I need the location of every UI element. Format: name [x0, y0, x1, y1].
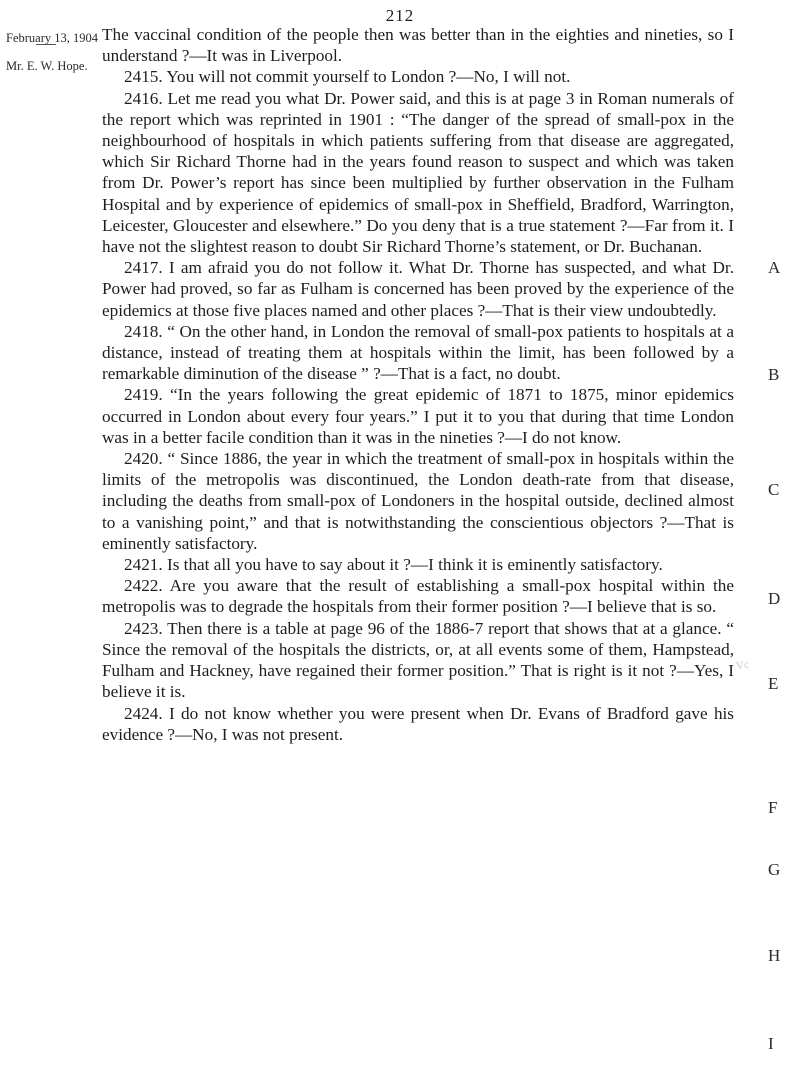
line-letter-a: A	[768, 258, 781, 277]
paragraph: 2420. “ Since 1886, the year in which the treatment of small-pox in hospitals within the limits of the metropolis was discontinued, the London death-rate from that disease, including the deaths from small-pox of Londoners in the hospital outside, declined almost to a vanishing point,” and that is notwithstanding the conscientious objectors ?—That is eminently satisfactory.	[102, 449, 734, 553]
line-letter-g: G	[768, 860, 781, 879]
line-letter-h: H	[768, 946, 781, 965]
line-letter-b: B	[768, 365, 780, 384]
page-stain: Vc	[735, 658, 750, 673]
paragraph: 2424. I do not know whether you were present when Dr. Evans of Bradford gave his evidence ?—No, I was not present.	[102, 703, 734, 744]
margin-witness: Mr. E. W. Hope.	[6, 59, 88, 73]
paragraph: 2416. Let me read you what Dr. Power said, and this is at page 3 in Roman numerals of the report which was reprinted in 1901 : “The danger of the spread of small-pox in the neighbourhood of hospitals in which patients suffering from that disease are aggregated, which Sir Richard Thorne had in the years found reason to suspect and which was taken from Dr. Power’s report has since been multiplied by further observation in the Fulham Hospital and by experience of epidemics of small-pox in Sheffield, Bradford, Warrington, Leicester, Gloucester and elsewhere.” Do you deny that is a true statement ?—Far from it. I have not the slightest reason to doubt Sir Richard Thorne’s statement, or Dr. Buchanan.	[102, 88, 734, 257]
line-letter-f: F	[768, 798, 778, 817]
line-letter-d: D	[768, 589, 781, 608]
line-letter-c: C	[768, 480, 780, 499]
line-letter-column	[768, 0, 794, 1074]
paragraph: 2417. I am afraid you do not follow it. What Dr. Thorne has suspected, and what Dr. Power had proved, so far as Fulham is concerned has been proved by the experience of the epidemics at those five places named and other places ?—That is their view undoubtedly.	[102, 258, 734, 320]
paragraph: 2421. Is that all you have to say about it ?—I think it is eminently satisfactory.	[124, 555, 663, 575]
page-number: 212	[385, 6, 415, 25]
paragraph: 2418. “ On the other hand, in London the removal of small-pox patients to hospitals at a distance, instead of treating them at hospitals within the limit, has been followed by a remarkable diminution of the disease ” ?—That is a fact, no doubt.	[102, 321, 734, 384]
line-letter-i: I	[768, 1034, 774, 1053]
paragraph: 2422. Are you aware that the result of establishing a small-pox hospital within the metropolis was to degrade the hospitals from their former position ?—I believe that is so.	[102, 576, 734, 617]
margin-date: February 13, 1904	[6, 31, 98, 45]
paragraph: 2423. Then there is a table at page 96 of the 1886-7 report that shows that at a glance. “ Since the removal of the hospitals the districts, or, at all events some of them, Hampstead, Fulham and Hackney, have regained their former position.” That is right is it not ?—Yes, I believe it is.	[102, 618, 734, 702]
paragraph: The vaccinal condition of the people then was better than in the eighties and nineties, so I understand ?—It was in Liverpool.	[102, 25, 734, 66]
testimony-body	[102, 24, 734, 745]
line-letter-e: E	[768, 674, 779, 693]
paragraph: 2415. You will not commit yourself to London ?—No, I will not.	[124, 67, 571, 87]
margin-rule	[36, 44, 56, 45]
paragraph: 2419. “In the years following the great epidemic of 1871 to 1875, minor epidemics occurred in London about every four years.” I put it to you that during that time London was in a better facile condition than it was in the nineties ?—I do not know.	[102, 385, 734, 447]
